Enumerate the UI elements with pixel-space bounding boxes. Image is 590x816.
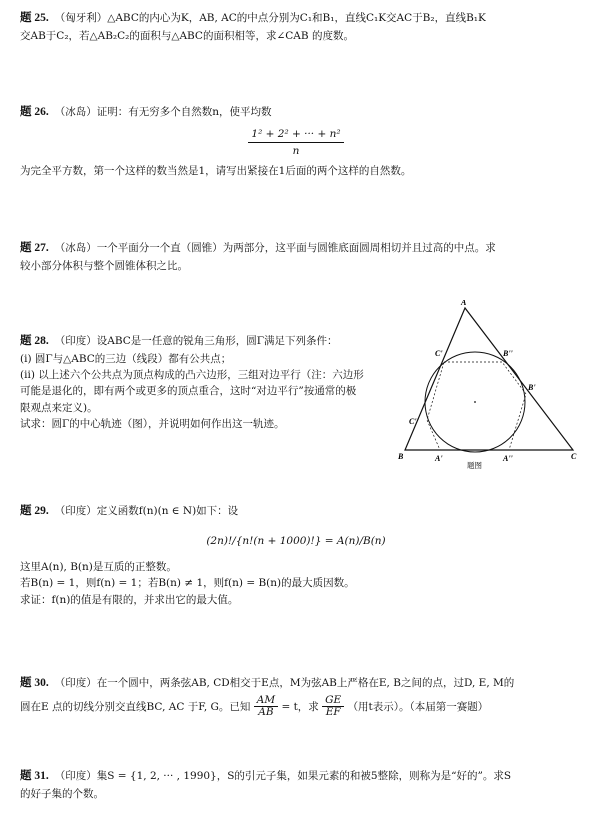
problem-text-line: 为完全平方数，第一个这样的数当然是1，请写出紧接在1后面的两个这样的自然数。: [20, 165, 412, 178]
problem-question: 试求：圆Γ的中心轨迹（图），并说明如何作出这一轨迹。: [20, 417, 285, 430]
problem-text-line: （印度）集S = {1, 2, ··· , 1990}，S的引元子集，如果元素的和被5整除，则称为是“好的”。求S: [54, 770, 512, 782]
problem-text-line: 这里A(n), B(n)是互质的正整数。: [20, 561, 177, 574]
problem-25: [20, 10, 572, 44]
problem-number: 题 28.: [20, 335, 49, 347]
fraction-am-ab: $\frac{AM}{AB}$: [254, 695, 278, 719]
problem-text-line: 可能是退化的，即有两个或更多的顶点重合，这时“对边平行”按通常的极: [20, 385, 357, 398]
average-formula: [20, 126, 572, 160]
problem-28: [20, 333, 400, 432]
problem-number: 题 25.: [20, 12, 49, 24]
problem-number: 题 29.: [20, 505, 49, 517]
problem-question: 求证：f(n)的值是有限的，并求出它的最大值。: [20, 593, 239, 606]
fraction-ge-ef: $\frac{GE}{EF}$: [322, 695, 344, 719]
label-A-prime: A': [435, 454, 443, 463]
label-B-double-prime: B'': [503, 349, 513, 358]
problem-text-line: （冰岛）一个平面分一个直（圆锥）为两部分，这平面与圆锥底面圆周相切并且过高的中点。求: [54, 242, 496, 254]
problem-27: [20, 240, 572, 274]
factorial-formula: (2n)!/{n!(n + 1000)!} = A(n)/B(n): [206, 534, 386, 547]
label-A-double-prime: A'': [503, 454, 513, 463]
problem-text-line: 的好子集的个数。: [20, 787, 104, 800]
problem-number: 题 26.: [20, 106, 49, 118]
triangle-circle-figure: [395, 300, 585, 475]
label-B: B: [398, 452, 404, 461]
label-A: A: [461, 300, 467, 307]
problem-number: 题 30.: [20, 677, 49, 689]
problem-number: 题 31.: [20, 770, 49, 782]
problem-31: [20, 768, 572, 802]
problem-text-line: （印度）设ABC是一任意的锐角三角形，圆Γ满足下列条件：: [54, 335, 338, 347]
condition-i: (i) 圆Γ与△ABC的三边（线段）都有公共点；: [20, 352, 232, 365]
problem-number: 题 27.: [20, 242, 49, 254]
formula-numerator: 1² + 2² + ··· + n²: [248, 126, 343, 143]
figure-caption: 题图: [467, 461, 482, 470]
condition-ii: (ii) 以上述六个公共点为顶点构成的凸六边形，三组对边平行（注：六边形: [20, 369, 364, 382]
label-C: C: [571, 452, 577, 461]
problem-29: [20, 503, 572, 608]
label-B-prime: B': [528, 383, 536, 392]
problem-text-line: （印度）在一个圆中，两条弦AB, CD相交于E点，M为弦AB上严格在E, B之间的点，过D, E, M的: [54, 677, 515, 689]
problem-text-line: （印度）定义函数f(n)(n ∈ N)如下：设: [54, 505, 239, 517]
problem-text-line: （冰岛）证明：有无穷多个自然数n，使平均数: [54, 106, 272, 118]
problem-text-line: 圆在E 点的切线分别交直线BC, AC 于F, G。已知: [20, 700, 251, 713]
circle-center: [474, 401, 476, 403]
problem-text-line: 限观点来定义)。: [20, 401, 98, 414]
figure-svg: [395, 300, 585, 475]
label-C-prime: C': [435, 349, 443, 358]
problem-text-line: 交AB于C₂，若△AB₂C₂的面积与△ABC的面积相等，求∠CAB 的度数。: [20, 29, 354, 42]
label-C-double-prime: C'': [409, 417, 419, 426]
problem-text-line: （匈牙利）△ABC的内心为K，AB, AC的中点分别为C₁和B₁，直线C₁K交AC于B₂，直线B₁K: [54, 12, 486, 24]
problem-text-line: 若B(n) = 1，则f(n) = 1；若B(n) ≠ 1，则f(n) = B(n)的最大质因数。: [20, 577, 355, 590]
formula-denominator: n: [292, 145, 300, 158]
problem-26: [20, 104, 572, 180]
problem-text-line: 较小部分体积与整个圆锥体积之比。: [20, 259, 188, 272]
problem-30: 题 30. （印度）在一个圆中，两条弦AB, CD相交于E点，M为弦AB上严格在E, B之间的点，过D, E, M的 圆在E 点的切线分别交直线BC, AC 于F, G。已知 $\frac{AM}{AB}$ = t，求 $\frac{GE}{EF}$ （用t表示）。（本届第一赛题）: [20, 677, 515, 719]
